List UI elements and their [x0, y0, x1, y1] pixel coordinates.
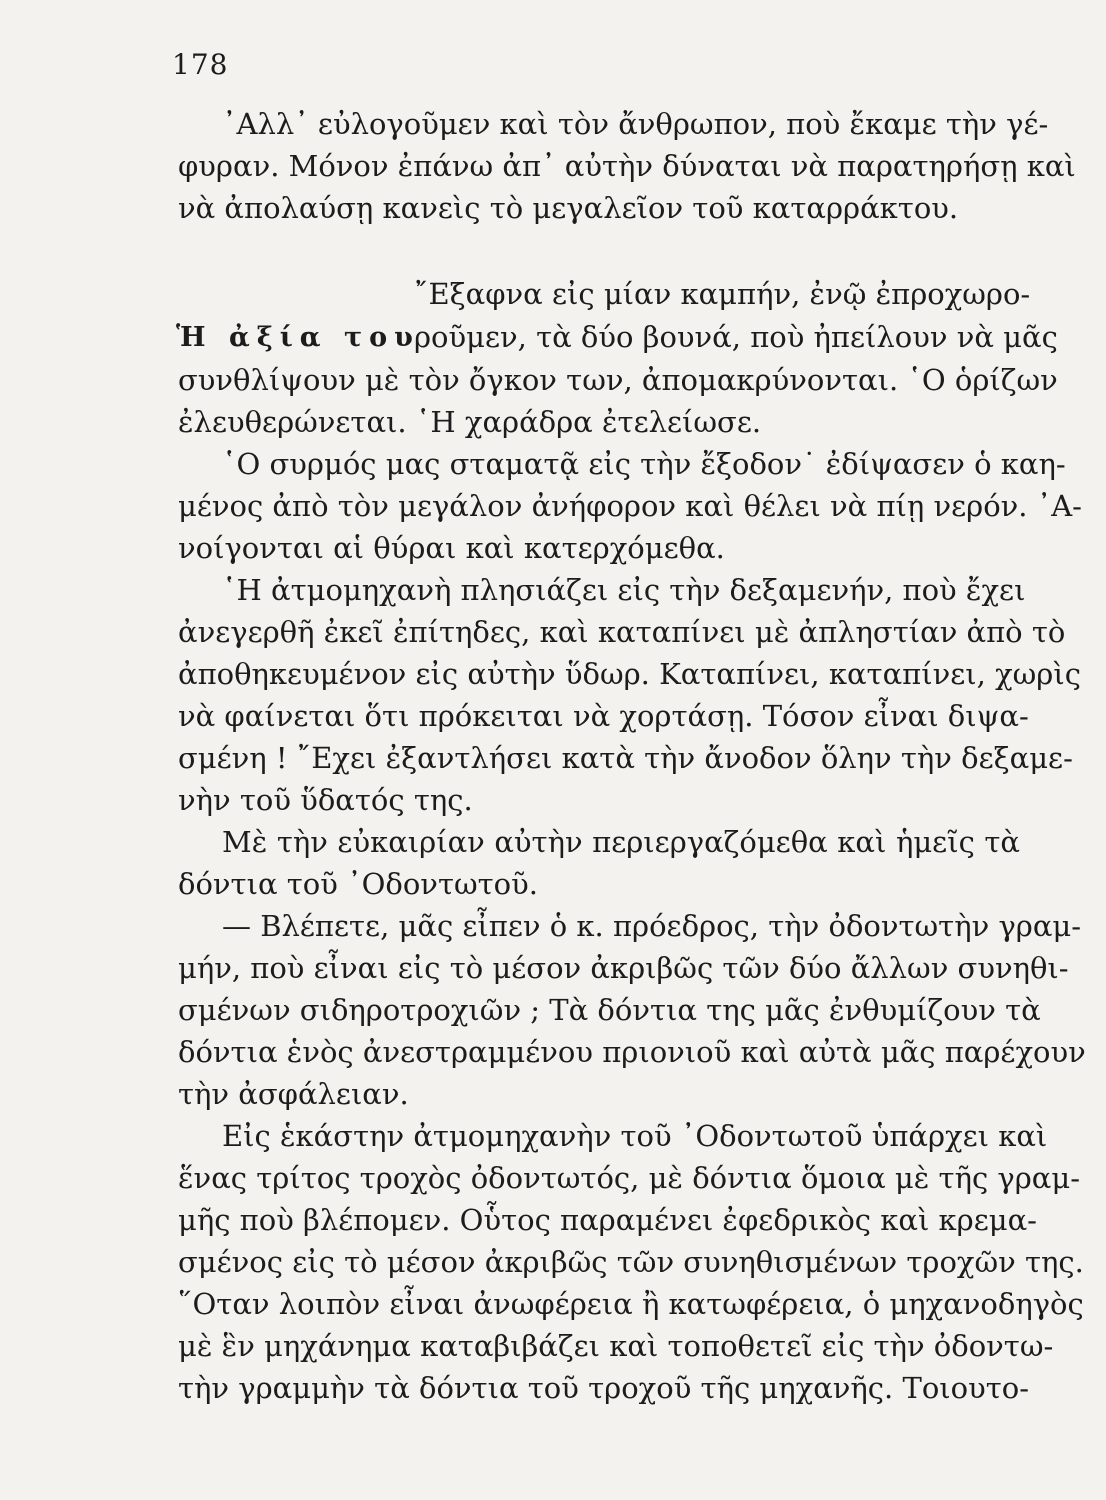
text-line: σμένων σιδηροτροχιῶν ; Τὰ δόντια της μᾶς ἐνθυμίζουν τὰ — [178, 993, 1041, 1027]
text-line: ἐλευθερώνεται. ῾Η χαράδρα ἐτελείωσε. — [178, 405, 762, 439]
text-line: ἀποθηκευμένον εἰς αὐτὴν ὕδωρ. Καταπίνει, καταπίνει, χωρὶς — [178, 657, 1081, 691]
text-line: ἕνας τρίτος τροχὸς ὀδοντωτός, μὲ δόντια ὅμοια μὲ τῆς γραμ- — [178, 1161, 1081, 1195]
text-line: νὴν τοῦ ὕδατός της. — [178, 783, 473, 817]
text-line: σμένη ! ῎Εχει ἐξαντλήσει κατὰ τὴν ἄνοδον ὅλην τὴν δεξαμε- — [178, 741, 1073, 775]
text-line: ᾿Αλλ᾿ εὐλογοῦμεν καὶ τὸν ἄνθρωπον, ποὺ ἔκαμε τὴν γέ- — [222, 107, 1049, 141]
text-line: μήν, ποὺ εἶναι εἰς τὸ μέσον ἀκριβῶς τῶν δύο ἄλλων συνηθι- — [178, 951, 1069, 985]
text-line: Εἰς ἑκάστην ἀτμομηχανὴν τοῦ ᾿Οδοντωτοῦ ὑπάρχει καὶ — [222, 1119, 1048, 1153]
text-line: συνθλίψουν μὲ τὸν ὄγκον των, ἀπομακρύνονται. ῾Ο ὁρίζων — [178, 363, 1058, 397]
text-line: μένος ἀπὸ τὸν μεγάλον ἀνήφορον καὶ θέλει νὰ πίῃ νερόν. ᾿Α- — [178, 489, 1082, 523]
text-line: νὰ φαίνεται ὅτι πρόκειται νὰ χορτάσῃ. Τόσον εἶναι διψα- — [178, 699, 1029, 733]
text-line: ροῦμεν, τὰ δύο βουνά, ποὺ ἠπείλουν νὰ μᾶς — [414, 320, 1058, 354]
text-line: σμένος εἰς τὸ μέσον ἀκριβῶς τῶν συνηθισμένων τροχῶν της. — [178, 1245, 1084, 1279]
text-line: τὴν γραμμὴν τὰ δόντια τοῦ τροχοῦ τῆς μηχανῆς. Τοιουτο- — [178, 1371, 1030, 1405]
text-line: ῎Εξαφνα εἰς μίαν καμπήν, ἐνῷ ἐπροχωρο- — [414, 277, 1031, 311]
text-line: ῾Ο συρμός μας σταματᾷ εἰς τὴν ἔξοδον˙ ἐδίψασεν ὁ καη- — [222, 447, 1066, 481]
margin-note: Ἡ ἀξία του — [176, 322, 420, 353]
text-line: μὲ ἓν μηχάνημα καταβιβάζει καὶ τοποθετεῖ εἰς τὴν ὀδοντω- — [178, 1329, 1054, 1363]
text-line: ἀνεγερθῆ ἐκεῖ ἐπίτηδες, καὶ καταπίνει μὲ ἀπληστίαν ἀπὸ τὸ — [178, 615, 1066, 649]
text-line: φυραν. Μόνον ἐπάνω ἀπ᾿ αὐτὴν δύναται νὰ παρατηρήσῃ καὶ — [178, 149, 1076, 183]
text-line: τὴν ἀσφάλειαν. — [178, 1077, 409, 1111]
text-line: δόντια τοῦ ᾿Οδοντωτοῦ. — [178, 867, 538, 901]
text-line: ῞Οταν λοιπὸν εἶναι ἀνωφέρεια ἢ κατωφέρεια, ὁ μηχανοδηγὸς — [178, 1287, 1084, 1321]
text-line: μῆς ποὺ βλέπομεν. Οὗτος παραμένει ἐφεδρικὸς καὶ κρεμα- — [178, 1203, 1037, 1237]
page-number: 178 — [172, 48, 229, 81]
text-line: δόντια ἑνὸς ἀνεστραμμένου πριονιοῦ καὶ αὐτὰ μᾶς παρέχουν — [178, 1035, 1086, 1069]
text-line: ῾Η ἀτμομηχανὴ πλησιάζει εἰς τὴν δεξαμενήν, ποὺ ἔχει — [222, 573, 1026, 607]
text-line: νοίγονται αἱ θύραι καὶ κατερχόμεθα. — [178, 531, 725, 565]
text-line: — Βλέπετε, μᾶς εἶπεν ὁ κ. πρόεδρος, τὴν ὀδοντωτὴν γραμ- — [222, 909, 1082, 943]
text-line: νὰ ἀπολαύσῃ κανεὶς τὸ μεγαλεῖον τοῦ καταρράκτου. — [178, 191, 959, 225]
text-line: Μὲ τὴν εὐκαιρίαν αὐτὴν περιεργαζόμεθα καὶ ἡμεῖς τὰ — [222, 825, 1020, 859]
